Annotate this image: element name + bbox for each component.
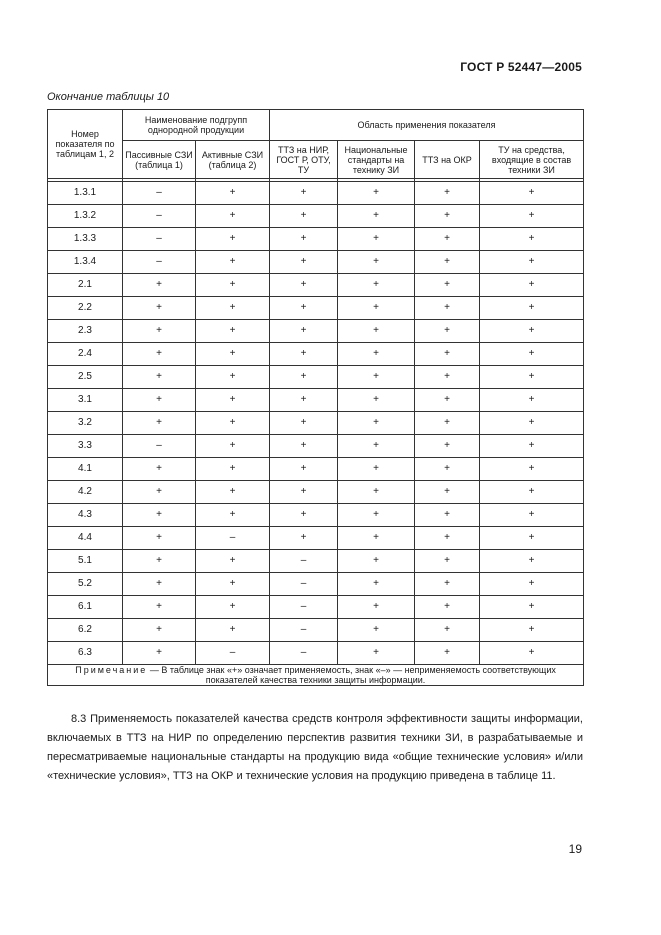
table-row [48,481,584,504]
table-row [48,389,584,412]
table-row [48,228,584,251]
table-cell: + [270,274,338,297]
table-cell: – [270,573,338,596]
table-cell: + [270,251,338,274]
table-cell: + [415,527,480,550]
table-cell: – [123,205,196,228]
table-cell: + [480,228,584,251]
row-number-cell: 4.1 [48,458,123,481]
table-cell: + [415,389,480,412]
table-cell: + [480,320,584,343]
table-row [48,504,584,527]
applicability-table [47,109,584,686]
row-number-cell: 1.3.4 [48,251,123,274]
table-cell: + [196,458,270,481]
table-cell: + [270,504,338,527]
table-cell: + [338,619,415,642]
table-row [48,366,584,389]
table-cell: + [480,596,584,619]
table-cell: + [196,205,270,228]
table-cell: + [415,366,480,389]
row-number-cell: 4.2 [48,481,123,504]
table-cell: + [123,274,196,297]
table-cell: + [415,412,480,435]
table-cell: + [480,504,584,527]
table-cell: + [480,527,584,550]
note-text: — В таблице знак «+» означает применяемость, знак «–» — неприменяемость соответствующих показателей качества техники защиты информации. [147,665,556,685]
note-label: Примечание [75,665,148,675]
document-code: ГОСТ Р 52447—2005 [460,60,582,74]
table-row [48,458,584,481]
row-number-cell: 2.3 [48,320,123,343]
body-text [47,710,583,786]
table-cell: + [123,504,196,527]
row-number-cell: 6.2 [48,619,123,642]
table-cell: + [338,366,415,389]
table-cell: + [270,343,338,366]
table-cell: + [270,527,338,550]
row-number-cell: 1.3.1 [48,182,123,205]
table-cell: + [480,274,584,297]
table-cell: – [270,596,338,619]
table-cell: + [338,182,415,205]
table-cell: + [415,550,480,573]
table-cell: + [270,320,338,343]
table-cell: + [338,343,415,366]
header-passive: Пассивные СЗИ (таблица 1) [123,141,196,179]
table-cell: + [338,504,415,527]
table-cell: + [338,642,415,665]
table-cell: + [415,458,480,481]
table-row [48,573,584,596]
table-cell: + [338,435,415,458]
table-cell: + [196,343,270,366]
table-row [48,274,584,297]
table-cell: + [480,182,584,205]
row-number-cell: 2.2 [48,297,123,320]
table-row [48,619,584,642]
row-number-cell: 2.5 [48,366,123,389]
header-ttz-nir: ТТЗ на НИР, ГОСТ Р, ОТУ, ТУ [270,141,338,179]
page-number: 19 [568,842,582,856]
header-number: Номер показателя по таблицам 1, 2 [48,110,123,179]
table-cell: + [123,412,196,435]
table-cell: + [123,458,196,481]
table-cell: + [123,366,196,389]
table-cell: – [123,435,196,458]
row-number-cell: 6.3 [48,642,123,665]
table-cell: + [196,596,270,619]
table-cell: + [338,458,415,481]
table-cell: + [270,205,338,228]
paragraph-8-3: 8.3 Применяемость показателей качества средств контроля эффективности защиты информации, включаемых в ТТЗ на НИР по определению перспектив развития техники ЗИ, в разрабатываемые и пересматриваемые национальные стандарты на продукцию вида «общие технические условия» и/или «технические условия», ТТЗ на ОКР и технические условия на продукцию приведена в таблице 11. [47,713,583,782]
row-number-cell: 6.1 [48,596,123,619]
table-cell: + [415,642,480,665]
table-cell: + [123,343,196,366]
table-cell: + [480,619,584,642]
table-cell: + [196,182,270,205]
table-cell: + [415,481,480,504]
table-row [48,251,584,274]
table-cell: + [270,366,338,389]
table-cell: + [480,435,584,458]
table-row [48,205,584,228]
table-row [48,297,584,320]
table-cell: + [270,182,338,205]
header-tu: ТУ на средства, входящие в состав техники ЗИ [480,141,584,179]
table-row [48,527,584,550]
table-cell: + [196,320,270,343]
table-cell: + [123,642,196,665]
table-row [48,596,584,619]
table-cell: – [123,251,196,274]
table-cell: + [123,619,196,642]
table-cell: + [480,573,584,596]
header-national-standards: Национальные стандарты на технику ЗИ [338,141,415,179]
row-number-cell: 2.4 [48,343,123,366]
table-cell: + [123,297,196,320]
table-cell: + [123,389,196,412]
header-group-area: Область применения показателя [270,110,584,141]
row-number-cell: 5.2 [48,573,123,596]
table-cell: + [270,228,338,251]
table-cell: + [123,573,196,596]
table-cell: + [338,550,415,573]
table-cell: + [415,228,480,251]
header-active: Активные СЗИ (таблица 2) [196,141,270,179]
table-cell: + [270,458,338,481]
table-cell: – [270,642,338,665]
table-cell: + [123,550,196,573]
table-cell: + [123,320,196,343]
table-cell: – [123,228,196,251]
table-cell: + [338,596,415,619]
table-cell: + [415,297,480,320]
table-cell: + [480,412,584,435]
table-cell: + [123,596,196,619]
table-cell: – [270,619,338,642]
table-cell: + [415,251,480,274]
table-cell: + [480,481,584,504]
table-cell: + [196,251,270,274]
table-cell: + [480,297,584,320]
table-cell: + [338,412,415,435]
table-cell: – [196,642,270,665]
table-note [48,665,584,686]
table-caption: Окончание таблицы 10 [47,91,170,103]
row-number-cell: 3.3 [48,435,123,458]
table-row [48,550,584,573]
table-cell: + [415,343,480,366]
table-cell: + [338,228,415,251]
table-cell: + [196,550,270,573]
table-cell: + [196,481,270,504]
table-cell: + [415,504,480,527]
table-cell: + [270,297,338,320]
table-cell: + [480,389,584,412]
table-cell: + [480,205,584,228]
table-cell: + [196,573,270,596]
table-cell: + [415,619,480,642]
table-cell: + [196,412,270,435]
table-row [48,343,584,366]
table-cell: + [338,297,415,320]
table-cell: + [123,481,196,504]
table-cell: + [338,205,415,228]
row-number-cell: 2.1 [48,274,123,297]
table-cell: + [415,596,480,619]
table-cell: + [270,389,338,412]
table-row [48,435,584,458]
table-cell: + [196,274,270,297]
table-cell: + [338,251,415,274]
table-cell: + [415,435,480,458]
table-cell: + [196,619,270,642]
table-cell: + [270,412,338,435]
header-group-names: Наименование подгрупп однородной продукции [123,110,270,141]
table-cell: + [415,274,480,297]
table-cell: + [123,527,196,550]
row-number-cell: 1.3.2 [48,205,123,228]
table-cell: + [196,228,270,251]
table-cell: + [338,527,415,550]
table-cell: + [338,573,415,596]
table-cell: + [480,251,584,274]
header-ttz-okr: ТТЗ на ОКР [415,141,480,179]
table-row [48,642,584,665]
table-cell: + [196,435,270,458]
table-cell: + [415,573,480,596]
table-cell: + [480,458,584,481]
table-body [48,179,584,665]
table-cell: – [123,182,196,205]
table-cell: + [415,320,480,343]
table-cell: + [196,297,270,320]
row-number-cell: 1.3.3 [48,228,123,251]
row-number-cell: 4.3 [48,504,123,527]
table-row [48,320,584,343]
table-cell: + [338,481,415,504]
table-row [48,412,584,435]
table-row [48,182,584,205]
table-cell: – [270,550,338,573]
table-cell: + [415,182,480,205]
table-cell: + [338,389,415,412]
table-cell: + [270,481,338,504]
table-cell: + [480,642,584,665]
row-number-cell: 3.2 [48,412,123,435]
table-cell: + [480,550,584,573]
table-cell: + [196,389,270,412]
table-cell: + [196,366,270,389]
table-cell: + [480,366,584,389]
table-cell: + [480,343,584,366]
row-number-cell: 3.1 [48,389,123,412]
table-cell: + [270,435,338,458]
table-cell: + [338,274,415,297]
table-cell: – [196,527,270,550]
row-number-cell: 5.1 [48,550,123,573]
table-cell: + [196,504,270,527]
row-number-cell: 4.4 [48,527,123,550]
table-cell: + [338,320,415,343]
table-cell: + [415,205,480,228]
